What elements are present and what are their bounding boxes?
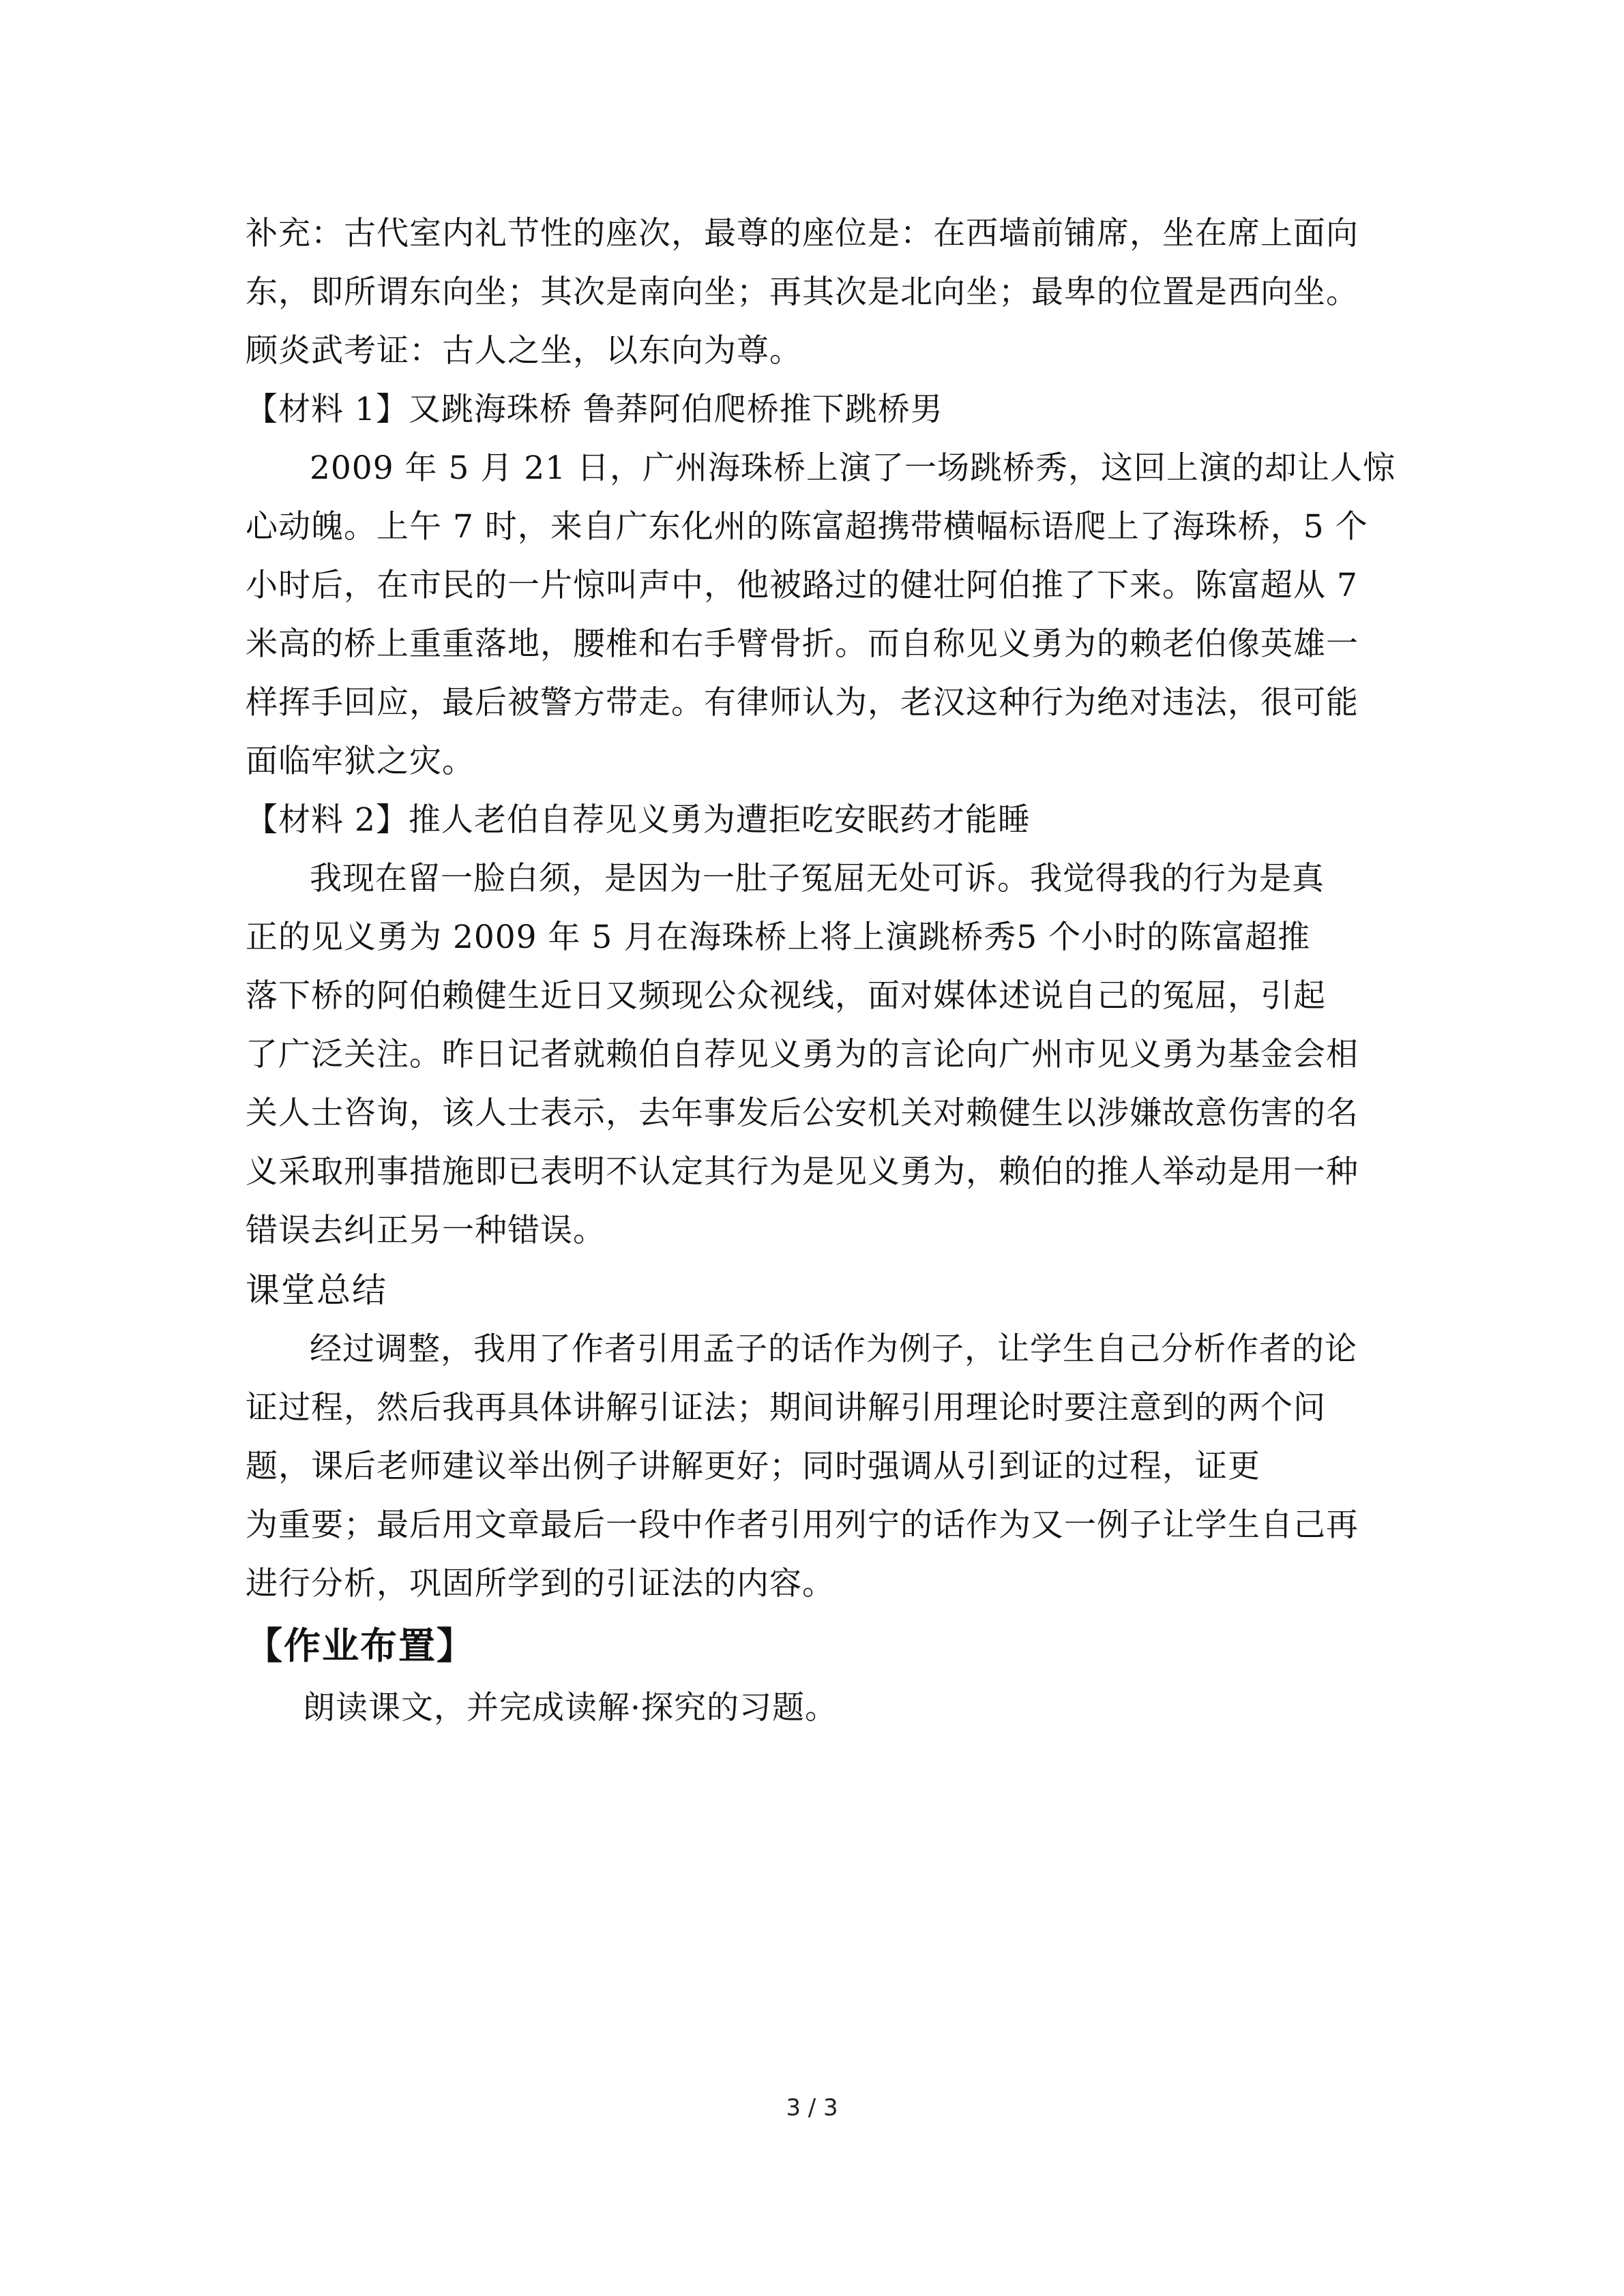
text-line: 题，课后老师建议举出例子讲解更好；同时强调从引到证的过程，证更 <box>246 1448 1260 1485</box>
text-line: 2009 年 5 月 21 日，广州海珠桥上演了一场跳桥秀，这回上演的却让人惊 <box>310 449 1396 487</box>
text-line: 面临牢狱之灾。 <box>246 743 475 780</box>
text-line: 我现在留一脸白须，是因为一肚子冤屈无处可诉。我觉得我的行为是真 <box>310 860 1325 897</box>
text-line: 正的见义勇为 2009 年 5 月在海珠桥上将上演跳桥秀5 个小时的陈富超推 <box>246 919 1311 956</box>
document-body <box>246 205 1396 1738</box>
homework-heading: 【作业布置】 <box>246 1624 475 1667</box>
text-line: 米高的桥上重重落地，腰椎和右手臂骨折。而自称见义勇为的赖老伯像英雄一 <box>246 625 1359 663</box>
text-line: 心动魄。上午 7 时，来自广东化州的陈富超携带横幅标语爬上了海珠桥，5 个 <box>246 508 1368 546</box>
supplement-paragraph <box>246 205 1378 381</box>
text-line: 为重要；最后用文章最后一段中作者引用列宁的话作为又一例子让学生自己再 <box>246 1506 1359 1544</box>
text-line: 落下桥的阿伯赖健生近日又频现公众视线，面对媒体述说自己的冤屈，引起 <box>246 977 1326 1015</box>
text-line: 证过程，然后我再具体讲解引证法；期间讲解引用理论时要注意到的两个问 <box>246 1389 1326 1427</box>
text-line: 东，即所谓东向坐；其次是南向坐；再其次是北向坐；最卑的位置是西向坐。 <box>246 273 1359 311</box>
text-line: 经过调整，我用了作者引用孟子的话作为例子，让学生自己分析作者的论 <box>310 1330 1357 1368</box>
material-1-paragraph <box>246 439 1396 791</box>
text-line: 关人士咨询，该人士表示，去年事发后公安机关对赖健生以涉嫌故意伤害的名 <box>246 1094 1359 1132</box>
text-line: 小时后，在市民的一片惊叫声中，他被路过的健壮阿伯推了下来。陈富超从 7 <box>246 567 1358 604</box>
homework-text: 朗读课文，并完成读解·探究的习题。 <box>303 1689 838 1727</box>
page-number: 3 / 3 <box>786 2094 838 2121</box>
text-line: 错误去纠正另一种错误。 <box>246 1212 606 1249</box>
summary-heading: 课堂总结 <box>246 1270 387 1310</box>
text-line: 补充：古代室内礼节性的座次，最尊的座位是：在西墙前铺席，坐在席上面向 <box>246 215 1359 252</box>
material-2-title: 【材料 2】推人老伯自荐见义勇为遭拒吃安眠药才能睡 <box>246 801 1031 839</box>
summary-paragraph <box>246 1320 1378 1613</box>
text-line: 了广泛关注。昨日记者就赖伯自荐见义勇为的言论向广州市见义勇为基金会相 <box>246 1036 1359 1073</box>
text-line: 样挥手回应，最后被警方带走。有律师认为，老汉这种行为绝对违法，很可能 <box>246 684 1359 721</box>
text-line: 义采取刑事措施即已表明不认定其行为是见义勇为，赖伯的推人举动是用一种 <box>246 1153 1359 1191</box>
text-line: 顾炎武考证：古人之坐，以东向为尊。 <box>246 332 802 370</box>
material-1-title: 【材料 1】又跳海珠桥 鲁莽阿伯爬桥推下跳桥男 <box>246 391 943 428</box>
material-2-paragraph <box>246 850 1378 1260</box>
text-line: 进行分析，巩固所学到的引证法的内容。 <box>246 1565 835 1602</box>
